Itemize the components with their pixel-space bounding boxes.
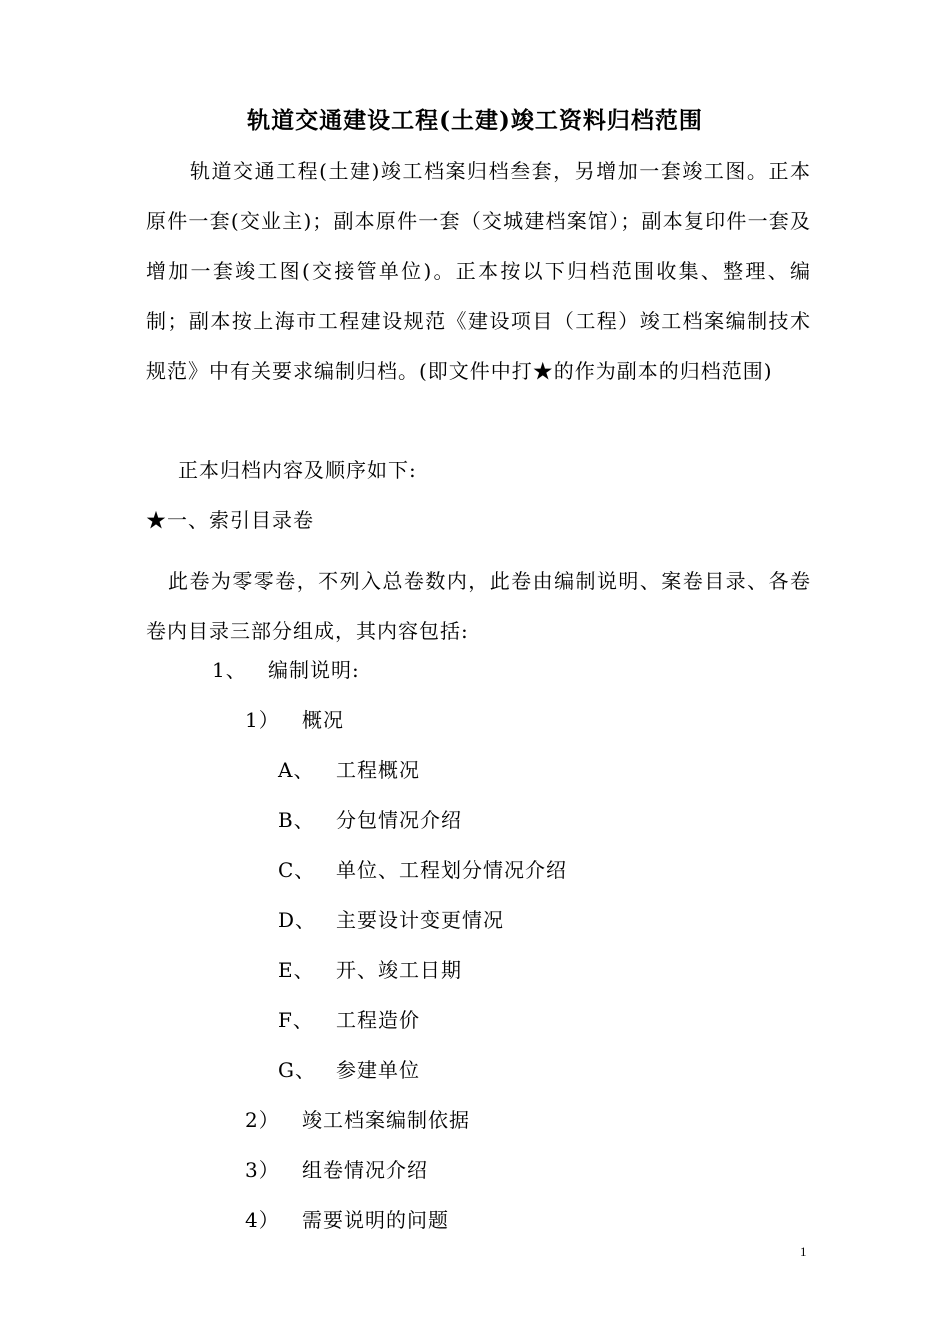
list-item-letter: D、 [278, 908, 317, 932]
list-item-label: 工程概况 [336, 758, 420, 782]
list-item-number: 2） [245, 1108, 280, 1132]
order-heading: 正本归档内容及顺序如下: [178, 458, 417, 482]
section-title: ★一、索引目录卷 [146, 508, 314, 532]
section-description: 此卷为零零卷，不列入总卷数内，此卷由编制说明、案卷目录、各卷卷内目录三部分组成，其内容包括: [146, 569, 811, 643]
list-item-label: 竣工档案编制依据 [302, 1108, 470, 1132]
list-item-letter: A、 [278, 758, 315, 782]
list-item-number: 1） [245, 708, 280, 732]
list-item-number: 1、 [212, 658, 247, 682]
list-item-letter: B、 [278, 808, 315, 832]
list-item-letter: E、 [278, 958, 315, 982]
list-item-label: 工程造价 [336, 1008, 420, 1032]
page-number: 1 [800, 1244, 807, 1259]
list-item-number: 4） [245, 1208, 280, 1232]
list-item-label: 需要说明的问题 [302, 1208, 449, 1232]
list-item-label: 参建单位 [336, 1058, 420, 1082]
list-item-label: 概况 [302, 708, 344, 732]
list-item-label: 分包情况介绍 [336, 808, 462, 832]
list-item-label: 编制说明: [268, 658, 360, 682]
list-item-letter: G、 [278, 1058, 316, 1082]
list-item-label: 开、竣工日期 [336, 958, 462, 982]
intro-paragraph: 轨道交通工程(土建)竣工档案归档叁套，另增加一套竣工图。正本原件一套(交业主)；副本原件一套（交城建档案馆）；副本复印件一套及增加一套竣工图(交接管单位)。正本按以下归档范围收集、整理、编制；副本按上海市工程建设规范《建设项目（工程）竣工档案编制技术规范》中有关要求编制归档。(即文件中打★的作为副本的归档范围) [146, 159, 811, 383]
list-item-number: 3） [245, 1158, 280, 1182]
list-item-label: 组卷情况介绍 [302, 1158, 428, 1182]
list-item-label: 单位、工程划分情况介绍 [336, 858, 567, 882]
list-item-label: 主要设计变更情况 [336, 908, 504, 932]
list-item-letter: C、 [278, 858, 316, 882]
list-item-letter: F、 [278, 1008, 314, 1032]
list-item-level1 [212, 655, 247, 685]
document-title: 轨道交通建设工程(土建)竣工资料归档范围 [247, 107, 703, 134]
